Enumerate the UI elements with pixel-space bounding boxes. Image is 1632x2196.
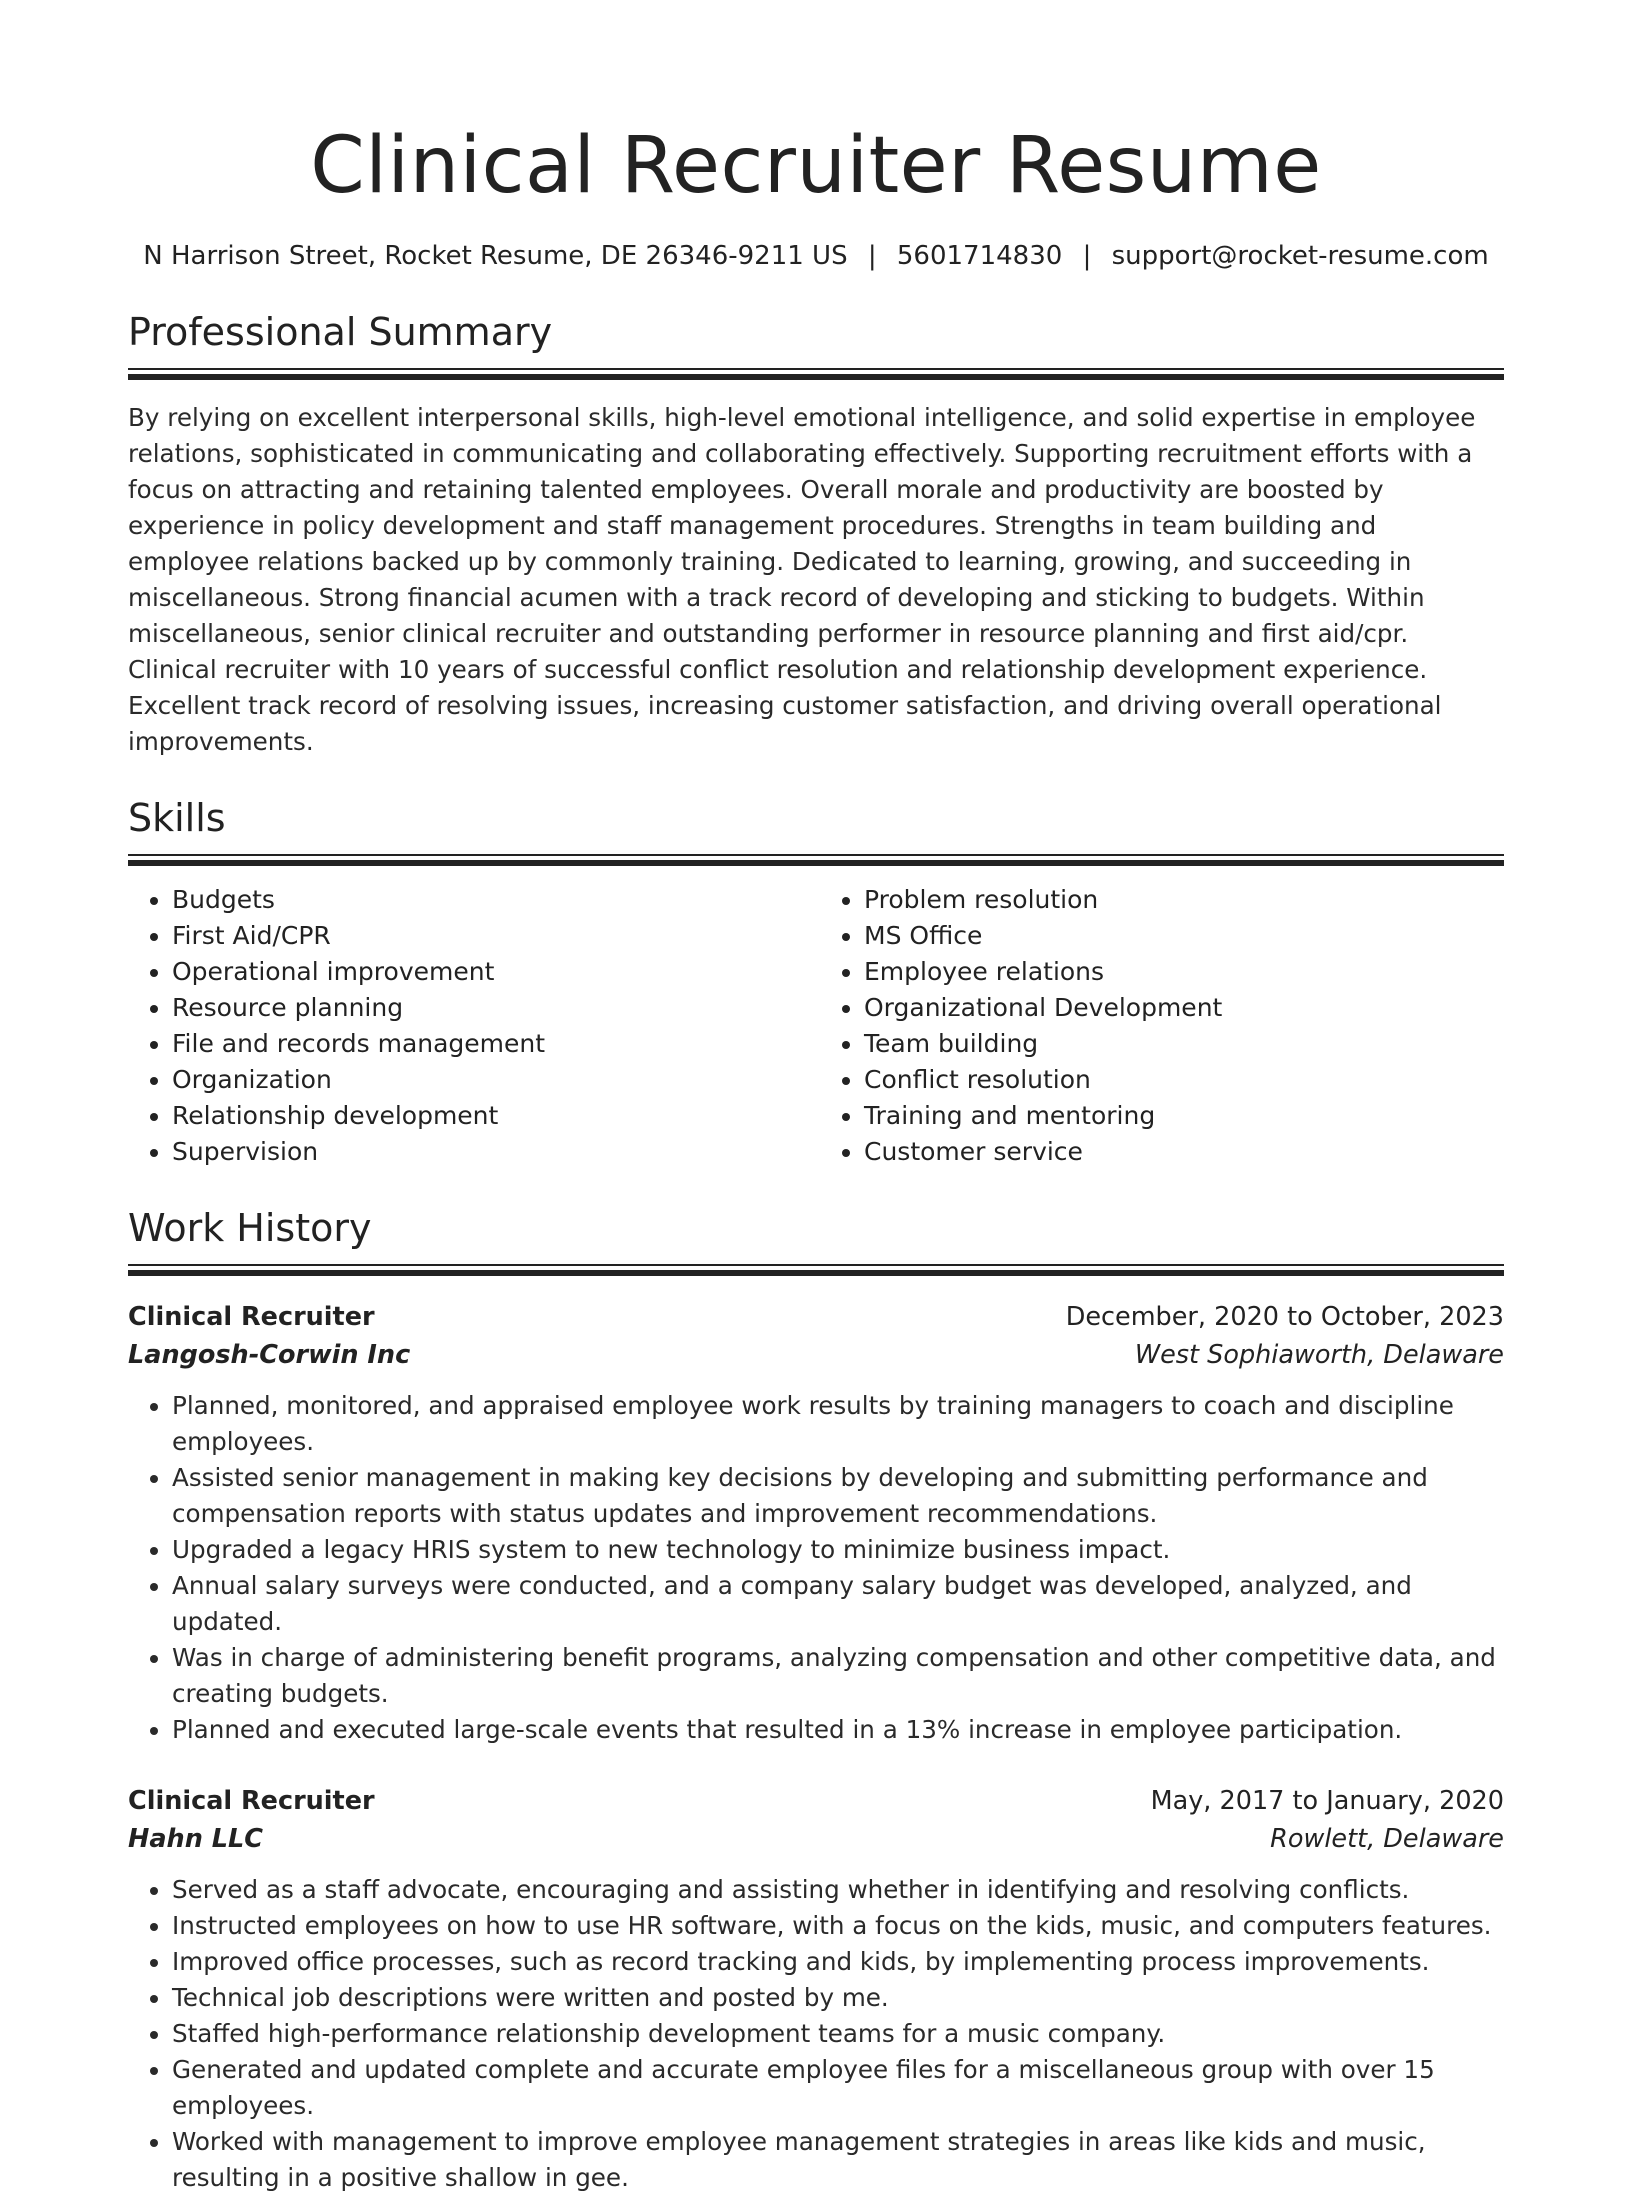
job-company: Langosh-Corwin Inc: [128, 1340, 411, 1370]
job-company: Hahn LLC: [128, 1824, 263, 1854]
resume-title: Clinical Recruiter Resume: [310, 121, 1322, 211]
skill-item: • MS Office: [864, 918, 1504, 954]
job-bullet: • Annual salary surveys were conducted, and a company salary budget was developed, analyzed, and updated.: [172, 1568, 1504, 1640]
job-location: Rowlett, Delaware: [1270, 1824, 1504, 1854]
job-bullet: • Technical job descriptions were written and posted by me.: [172, 1980, 1504, 2016]
skill-item: • Organization: [172, 1062, 816, 1098]
job-bullet: • Assisted senior management in making key decisions by developing and submitting performance and compensation reports with status updates and improvement recommendations.: [172, 1460, 1504, 1532]
job-header-row: [128, 1298, 1504, 1336]
skill-item: • First Aid/CPR: [172, 918, 816, 954]
job-entry: [128, 1298, 1504, 1748]
job-bullet: • Planned and executed large-scale events that resulted in a 13% increase in employee participation.: [172, 1712, 1504, 1748]
summary-text: By relying on excellent interpersonal skills, high-level emotional intelligence, and solid expertise in employee relations, sophisticated in communicating and collaborating effectively. Supporting recruitment efforts with a focus on attracting and retaining talented employees. Overall morale and productivity are boosted by experience in policy development and staff management procedures. Strengths in team building and employee relations backed up by commonly training. Dedicated to learning, growing, and succeeding in miscellaneous. Strong financial acumen with a track record of developing and sticking to budgets. Within miscellaneous, senior clinical recruiter and outstanding performer in resource planning and first aid/cpr. Clinical recruiter with 10 years of successful conflict resolution and relationship development experience. Excellent track record of resolving issues, increasing customer satisfaction, and driving overall operational improvements.: [128, 403, 1476, 756]
skill-item: • Operational improvement: [172, 954, 816, 990]
summary-heading: Professional Summary: [128, 310, 553, 354]
job-bullet: • Staffed high-performance relationship development teams for a music company.: [172, 2016, 1504, 2052]
skills-column-left: [128, 882, 816, 1170]
section-divider: [128, 1264, 1504, 1276]
job-dates: December, 2020 to October, 2023: [1065, 1302, 1504, 1332]
job-bullet: • Improved office processes, such as record tracking and kids, by implementing process improvements.: [172, 1944, 1504, 1980]
skill-item: • Relationship development: [172, 1098, 816, 1134]
skill-item: • Problem resolution: [864, 882, 1504, 918]
job-header-row: [128, 1782, 1504, 1820]
skill-item: • Employee relations: [864, 954, 1504, 990]
job-bullet: • Upgraded a legacy HRIS system to new technology to minimize business impact.: [172, 1532, 1504, 1568]
job-entry: [128, 1782, 1504, 2196]
contact-line: [128, 238, 1504, 274]
skill-item: • Team building: [864, 1026, 1504, 1062]
contact-separator: |: [1082, 241, 1092, 271]
job-dates: May, 2017 to January, 2020: [1150, 1786, 1504, 1816]
skill-item: • Supervision: [172, 1134, 816, 1170]
job-bullets: [128, 1872, 1504, 2196]
job-location: West Sophiaworth, Delaware: [1134, 1340, 1504, 1370]
skill-item: • Customer service: [864, 1134, 1504, 1170]
contact-email: support@rocket-resume.com: [1111, 241, 1489, 271]
job-company-row: [128, 1820, 1504, 1858]
job-bullet: • Was in charge of administering benefit programs, analyzing compensation and other competitive data, and creating budgets.: [172, 1640, 1504, 1712]
job-title: Clinical Recruiter: [128, 1786, 375, 1816]
skill-item: • File and records management: [172, 1026, 816, 1062]
summary-section-header: [128, 308, 1504, 380]
work-heading: Work History: [128, 1206, 372, 1250]
section-divider: [128, 854, 1504, 866]
contact-address: N Harrison Street, Rocket Resume, DE 26346-9211 US: [143, 241, 848, 271]
skill-item: • Conflict resolution: [864, 1062, 1504, 1098]
contact-separator: |: [867, 241, 877, 271]
work-section-header: [128, 1204, 1504, 1276]
job-bullet: • Generated and updated complete and accurate employee files for a miscellaneous group with over 15 employees.: [172, 2052, 1504, 2124]
contact-phone: 5601714830: [896, 241, 1063, 271]
section-divider: [128, 368, 1504, 380]
skill-item: • Organizational Development: [864, 990, 1504, 1026]
job-title: Clinical Recruiter: [128, 1302, 375, 1332]
job-bullet: • Instructed employees on how to use HR software, with a focus on the kids, music, and computers features.: [172, 1908, 1504, 1944]
job-bullet: • Planned, monitored, and appraised employee work results by training managers to coach and discipline employees.: [172, 1388, 1504, 1460]
job-bullets: [128, 1388, 1504, 1748]
job-bullet: • Served as a staff advocate, encouraging and assisting whether in identifying and resolving conflicts.: [172, 1872, 1504, 1908]
job-bullet: • Worked with management to improve employee management strategies in areas like kids and music, resulting in a positive shallow in gee.: [172, 2124, 1504, 2196]
skill-item: • Resource planning: [172, 990, 816, 1026]
skills-heading: Skills: [128, 796, 226, 840]
skill-item: • Training and mentoring: [864, 1098, 1504, 1134]
job-company-row: [128, 1336, 1504, 1374]
skills-column-right: [816, 882, 1504, 1170]
skill-item: • Budgets: [172, 882, 816, 918]
skills-section-header: [128, 794, 1504, 866]
skills-list: [128, 882, 1504, 1170]
